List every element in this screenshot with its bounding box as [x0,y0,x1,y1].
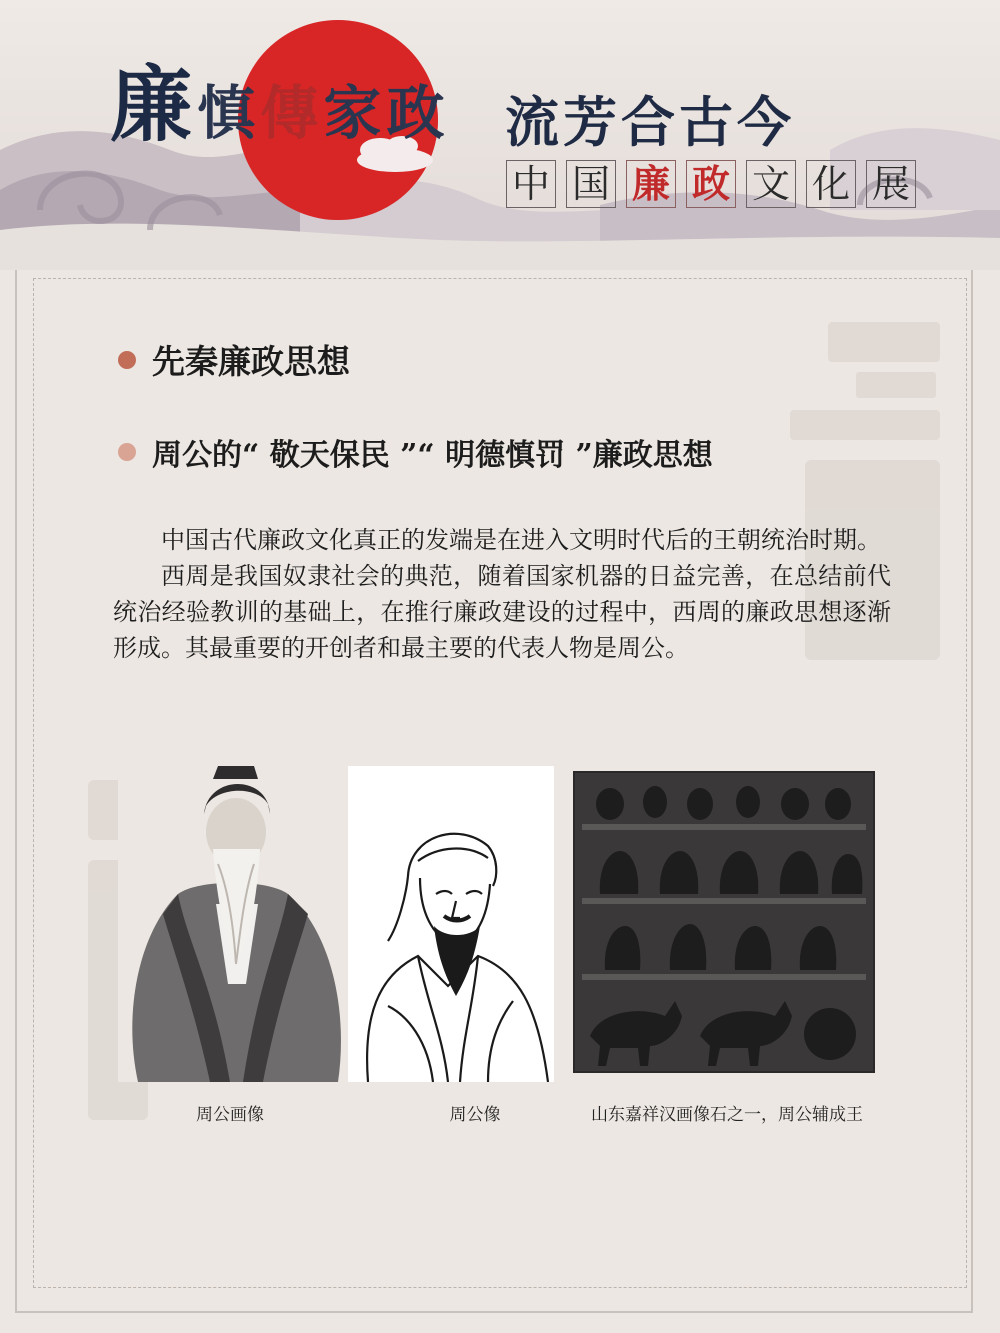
body-paragraph: 中国古代廉政文化真正的发端是在进入文明时代后的王朝统治时期。 [161,526,881,554]
title-char: 傳 [260,79,319,147]
section-heading-text: 先秦廉政思想 [152,342,350,381]
body-text [113,522,891,666]
exhibition-char: 国 [566,160,616,208]
body-paragraph: 西周是我国奴隶社会的典范，随着国家机器的日益完善，在总结前代统治经验教训的基础上，在推行廉政建设的过程中，西周的廉政思想逐渐形成。其最重要的开创者和最主要的代表人物是周公。 [113,562,891,662]
section-heading [118,336,350,383]
title-char: 家 [323,79,382,147]
bullet-dot-icon [118,443,136,461]
title-char: 慎 [197,79,256,147]
section-subheading-text: 周公的“ 敬天保民 ”“ 明德慎罚 ”廉政思想 [152,438,713,473]
bullet-dot-icon [118,351,136,369]
exhibition-char: 文 [746,160,796,208]
stone-relief-rubbing-image [570,766,884,1078]
header-banner [0,0,1000,270]
subtitle: 流芳合古今 [505,90,795,154]
title-char: 政 [386,79,445,147]
zhougong-painting-image [118,764,348,1082]
figure-caption: 山东嘉祥汉画像石之一，周公辅成王 [591,1105,863,1125]
title-char: 廉 [110,57,193,153]
exhibition-char: 中 [506,160,556,208]
exhibition-char: 廉 [626,160,676,208]
exhibition-char: 展 [866,160,916,208]
figure-caption: 周公像 [449,1105,501,1125]
exhibition-char: 化 [806,160,856,208]
exhibition-title [506,160,916,208]
figure-caption: 周公画像 [196,1105,264,1125]
section-subheading [118,430,713,474]
exhibition-char: 政 [686,160,736,208]
main-title [110,40,444,157]
zhougong-line-drawing-image [348,766,554,1082]
